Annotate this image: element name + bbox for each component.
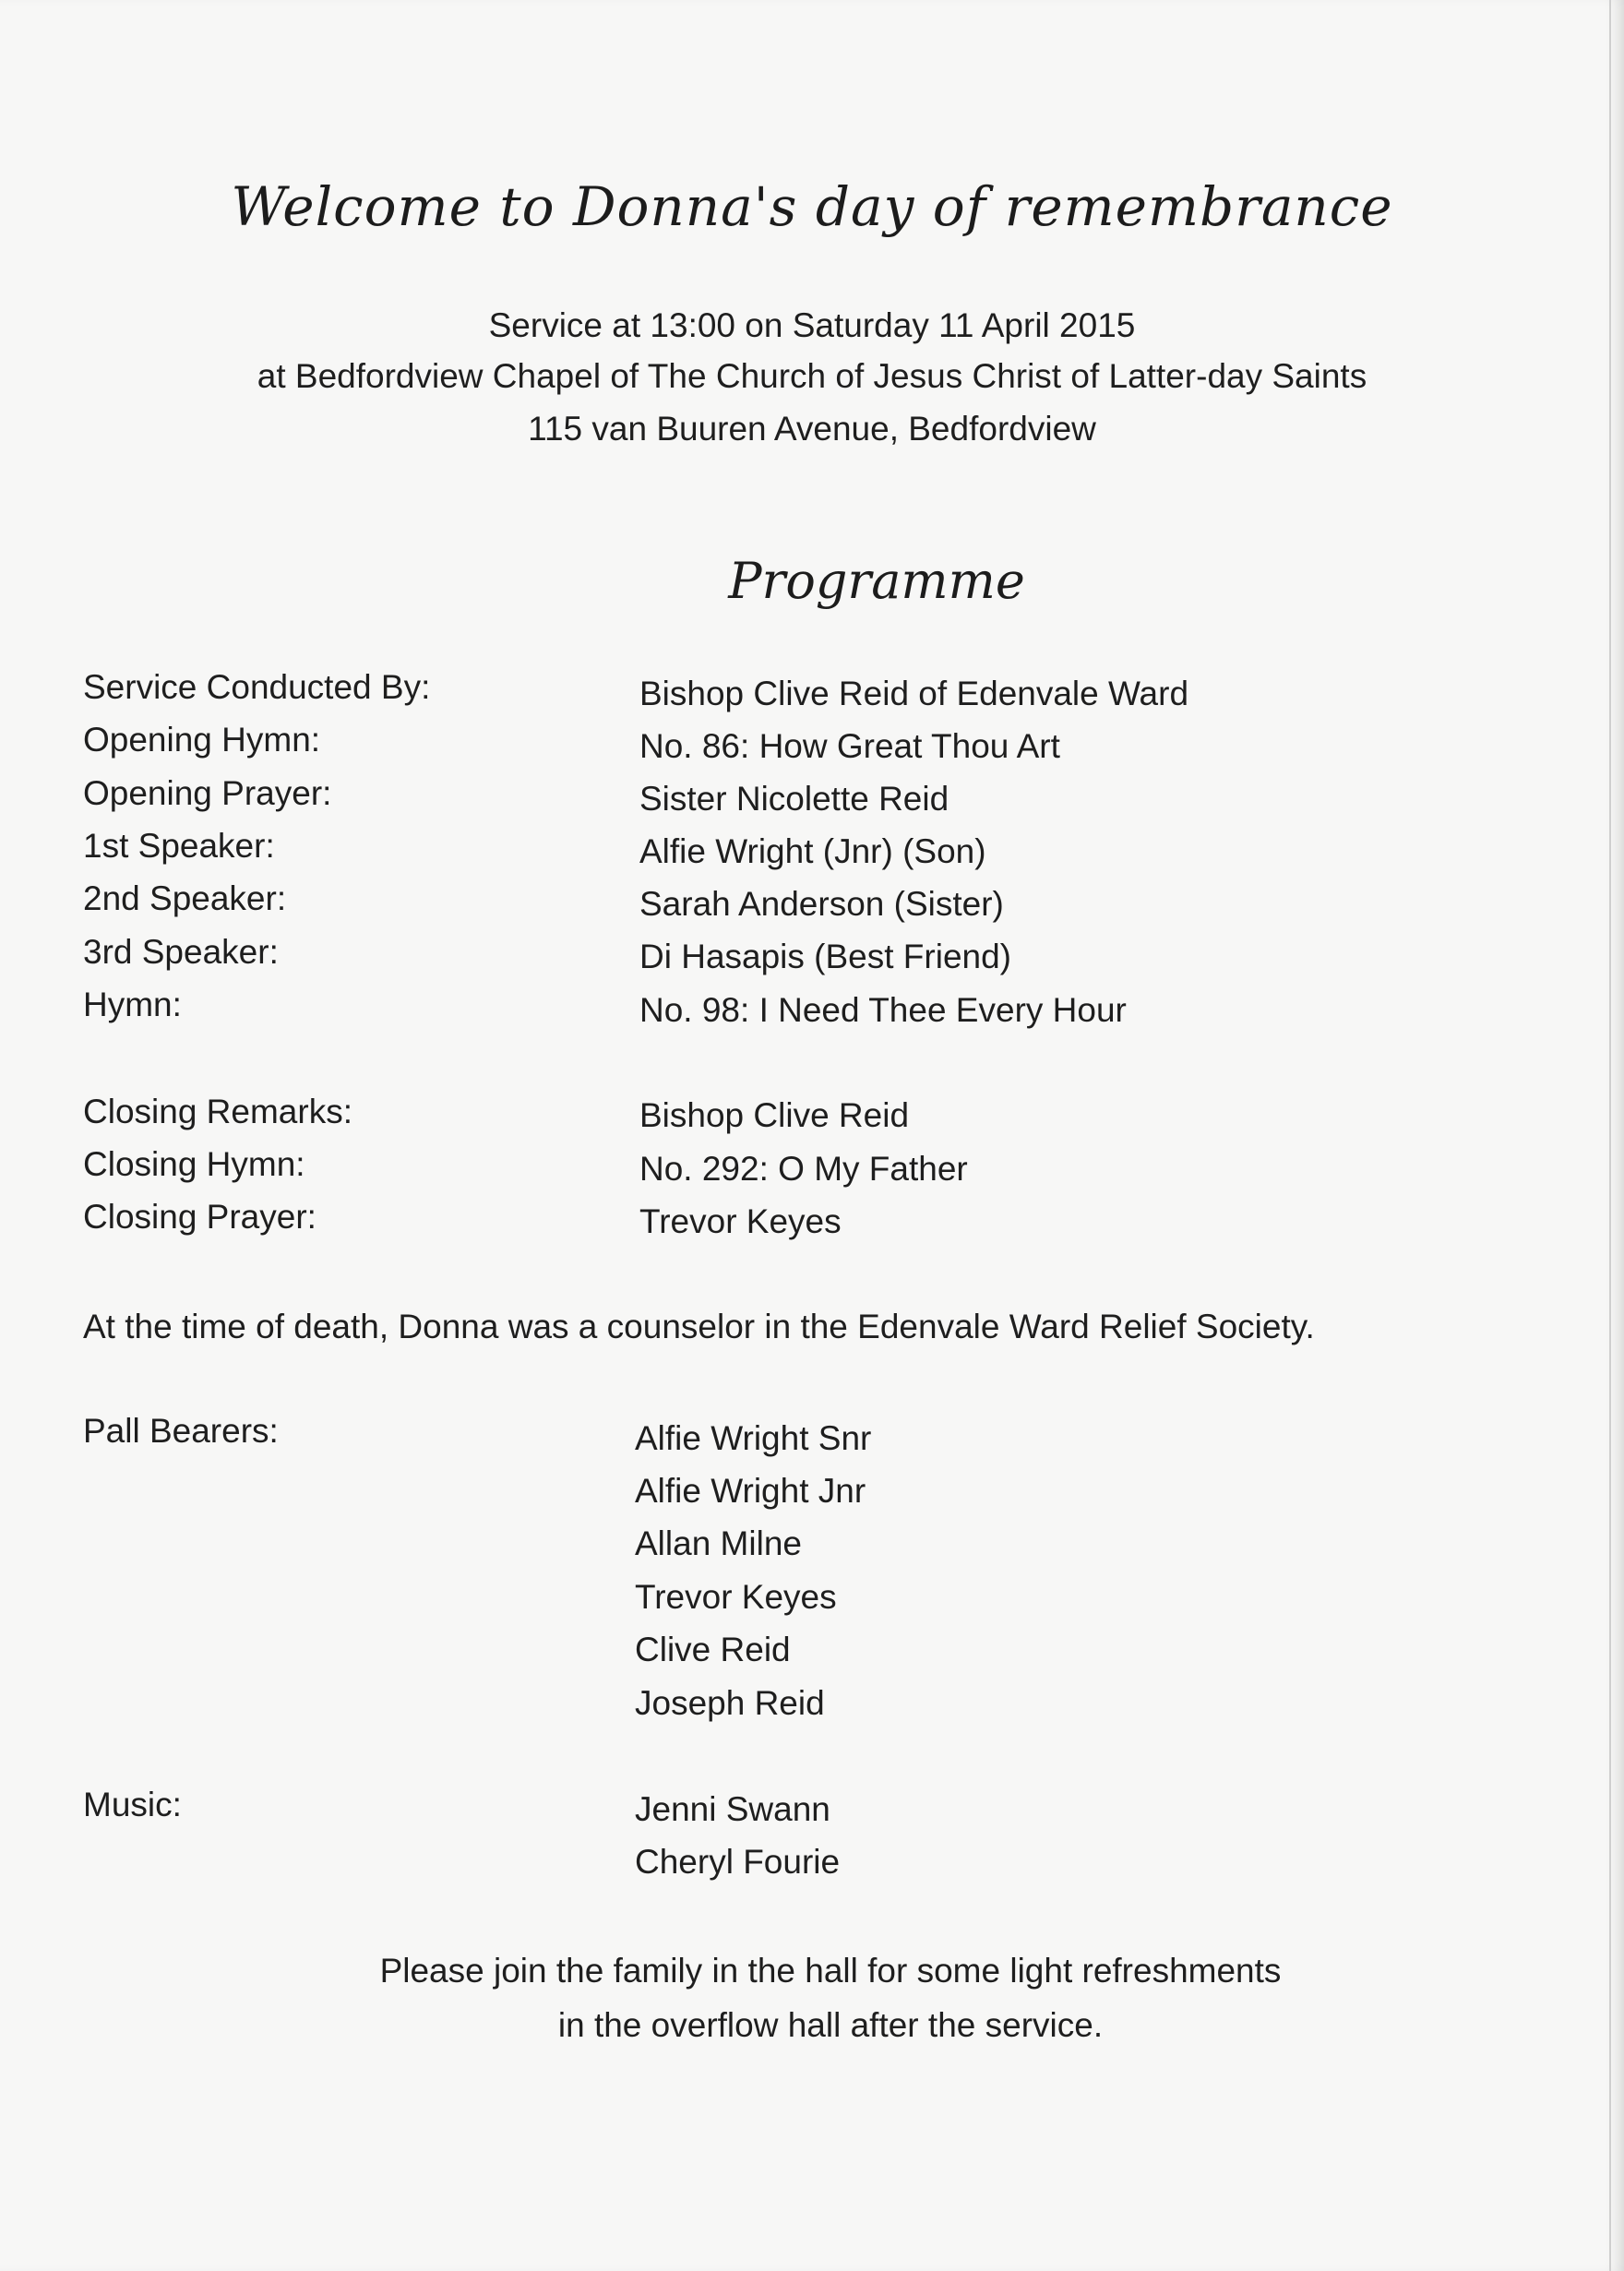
programme-label: Opening Prayer: — [83, 774, 332, 812]
programme-value: Bishop Clive Reid — [639, 1096, 910, 1134]
musician-name: Jenni Swann — [635, 1790, 830, 1828]
pall-bearer-name: Alfie Wright Snr — [635, 1419, 872, 1457]
programme-value: Sarah Anderson (Sister) — [639, 885, 1004, 923]
pall-bearer-name: Joseph Reid — [635, 1684, 825, 1722]
music-label: Music: — [83, 1786, 182, 1823]
programme-label: 2nd Speaker: — [83, 879, 287, 917]
refreshments-line: in the overflow hall after the service. — [557, 2006, 1104, 2044]
refreshments-line: Please join the family in the hall for some light refreshments — [379, 1952, 1282, 1990]
programme-heading: Programme — [728, 552, 1025, 610]
programme-label: Service Conducted By: — [83, 668, 431, 706]
pall-bearer-name: Trevor Keyes — [635, 1578, 837, 1616]
pall-bearers-label: Pall Bearers: — [83, 1412, 279, 1450]
musician-name: Cheryl Fourie — [635, 1843, 841, 1881]
programme-value: Bishop Clive Reid of Edenvale Ward — [639, 675, 1189, 712]
programme-label: 3rd Speaker: — [83, 933, 279, 971]
programme-label: Opening Hymn: — [83, 721, 321, 759]
programme-label: Closing Remarks: — [83, 1093, 352, 1130]
relief-society-note: At the time of death, Donna was a counselor in the Edenvale Ward Relief Society. — [83, 1308, 1315, 1345]
programme-label: Hymn: — [83, 986, 182, 1023]
programme-label: 1st Speaker: — [83, 827, 275, 865]
programme-value: No. 292: O My Father — [639, 1150, 968, 1188]
venue-line: at Bedfordview Chapel of The Church of Jesus Christ of Latter-day Saints — [257, 357, 1367, 395]
pall-bearer-name: Clive Reid — [635, 1631, 791, 1668]
programme-value: Alfie Wright (Jnr) (Son) — [639, 832, 986, 870]
page-title: Welcome to Donna's day of remembrance — [231, 175, 1393, 238]
programme-value: Sister Nicolette Reid — [639, 780, 949, 818]
programme-value: No. 98: I Need Thee Every Hour — [639, 991, 1127, 1029]
pall-bearer-name: Alfie Wright Jnr — [635, 1472, 866, 1510]
service-time-line: Service at 13:00 on Saturday 11 April 2015 — [488, 306, 1136, 344]
programme-value: Di Hasapis (Best Friend) — [639, 938, 1012, 975]
programme-label: Closing Prayer: — [83, 1198, 316, 1236]
pall-bearer-name: Allan Milne — [635, 1524, 802, 1562]
address-line: 115 van Buuren Avenue, Bedfordview — [528, 410, 1096, 448]
programme-value: No. 86: How Great Thou Art — [639, 727, 1060, 765]
programme-value: Trevor Keyes — [639, 1202, 842, 1240]
programme-label: Closing Hymn: — [83, 1145, 305, 1183]
